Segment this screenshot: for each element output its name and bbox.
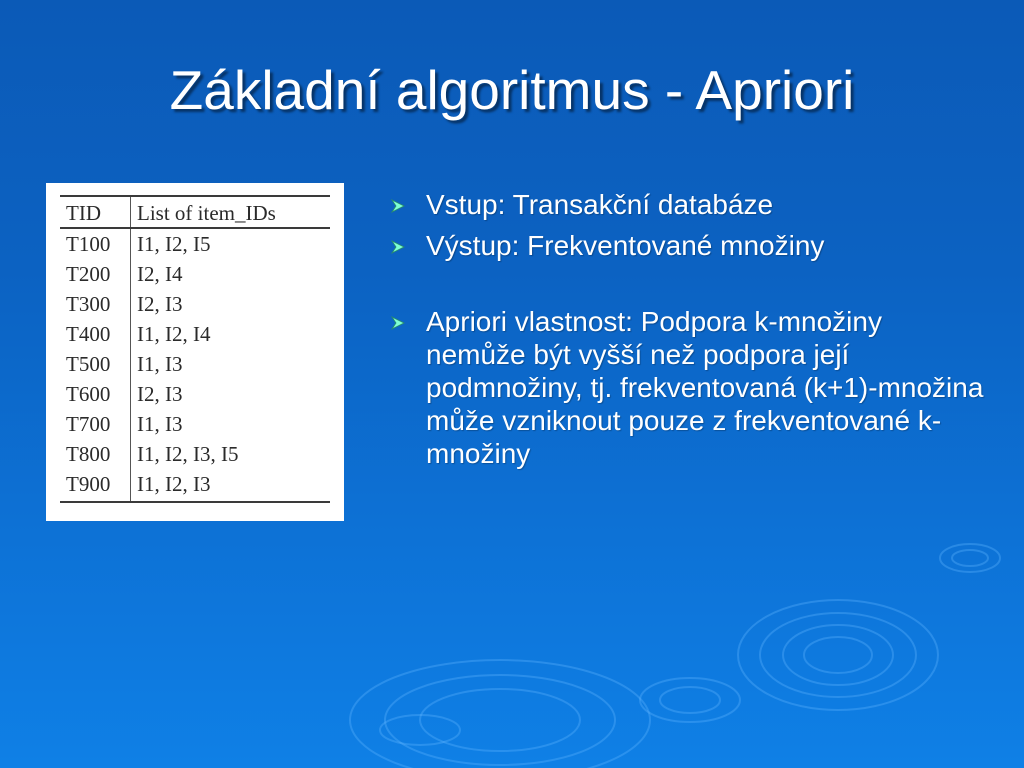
table-header-row bbox=[60, 196, 330, 228]
table-row bbox=[60, 409, 330, 439]
table-cell-tid: T100 bbox=[60, 228, 131, 259]
bullet-item bbox=[388, 229, 988, 262]
arrow-bullet-icon bbox=[390, 316, 406, 330]
table-cell-items: I1, I2, I3 bbox=[137, 472, 211, 496]
table-cell-items: I1, I2, I4 bbox=[137, 322, 211, 346]
table-row bbox=[60, 319, 330, 349]
table-cell-items: I1, I3 bbox=[137, 412, 183, 436]
bullet-text: Vstup: Transakční databáze bbox=[426, 189, 774, 220]
column-header-tid: TID bbox=[60, 196, 131, 228]
table-cell-items: I1, I2, I3, I5 bbox=[137, 442, 239, 466]
bullet-text: Apriori vlastnost: Podpora k-množiny nemůže být vyšší než podpora její podmnožiny, tj. frekventovaná (k+1)-množina může vzniknout pouze z frekventované k-množiny bbox=[426, 306, 984, 469]
bullet-text: Výstup: Frekventované množiny bbox=[426, 230, 825, 261]
table-cell-tid: T800 bbox=[60, 439, 131, 469]
table-row bbox=[60, 228, 330, 259]
table-cell-tid: T200 bbox=[60, 259, 131, 289]
table-cell-items: I1, I3 bbox=[137, 352, 183, 376]
bullet-item bbox=[388, 188, 988, 221]
table-cell-tid: T400 bbox=[60, 319, 131, 349]
transaction-table-image bbox=[46, 183, 344, 521]
table-cell-items: I2, I3 bbox=[137, 382, 183, 406]
bullet-item bbox=[388, 305, 988, 470]
table-row bbox=[60, 289, 330, 319]
table-cell-items: I1, I2, I5 bbox=[137, 232, 211, 256]
transaction-table bbox=[60, 195, 330, 503]
slide-title: Základní algoritmus - Apriori bbox=[169, 59, 855, 121]
table-cell-tid: T700 bbox=[60, 409, 131, 439]
table-cell-tid: T300 bbox=[60, 289, 131, 319]
table-cell-tid: T900 bbox=[60, 469, 131, 502]
column-header-items: List of item_IDs bbox=[131, 196, 331, 228]
arrow-bullet-icon bbox=[390, 199, 406, 213]
table-row bbox=[60, 379, 330, 409]
table-row bbox=[60, 469, 330, 502]
table-row bbox=[60, 439, 330, 469]
bullet-list bbox=[388, 188, 988, 478]
table-cell-tid: T500 bbox=[60, 349, 131, 379]
table-row bbox=[60, 349, 330, 379]
table-cell-items: I2, I3 bbox=[137, 292, 183, 316]
table-row bbox=[60, 259, 330, 289]
arrow-bullet-icon bbox=[390, 240, 406, 254]
table-cell-items: I2, I4 bbox=[137, 262, 183, 286]
table-cell-tid: T600 bbox=[60, 379, 131, 409]
